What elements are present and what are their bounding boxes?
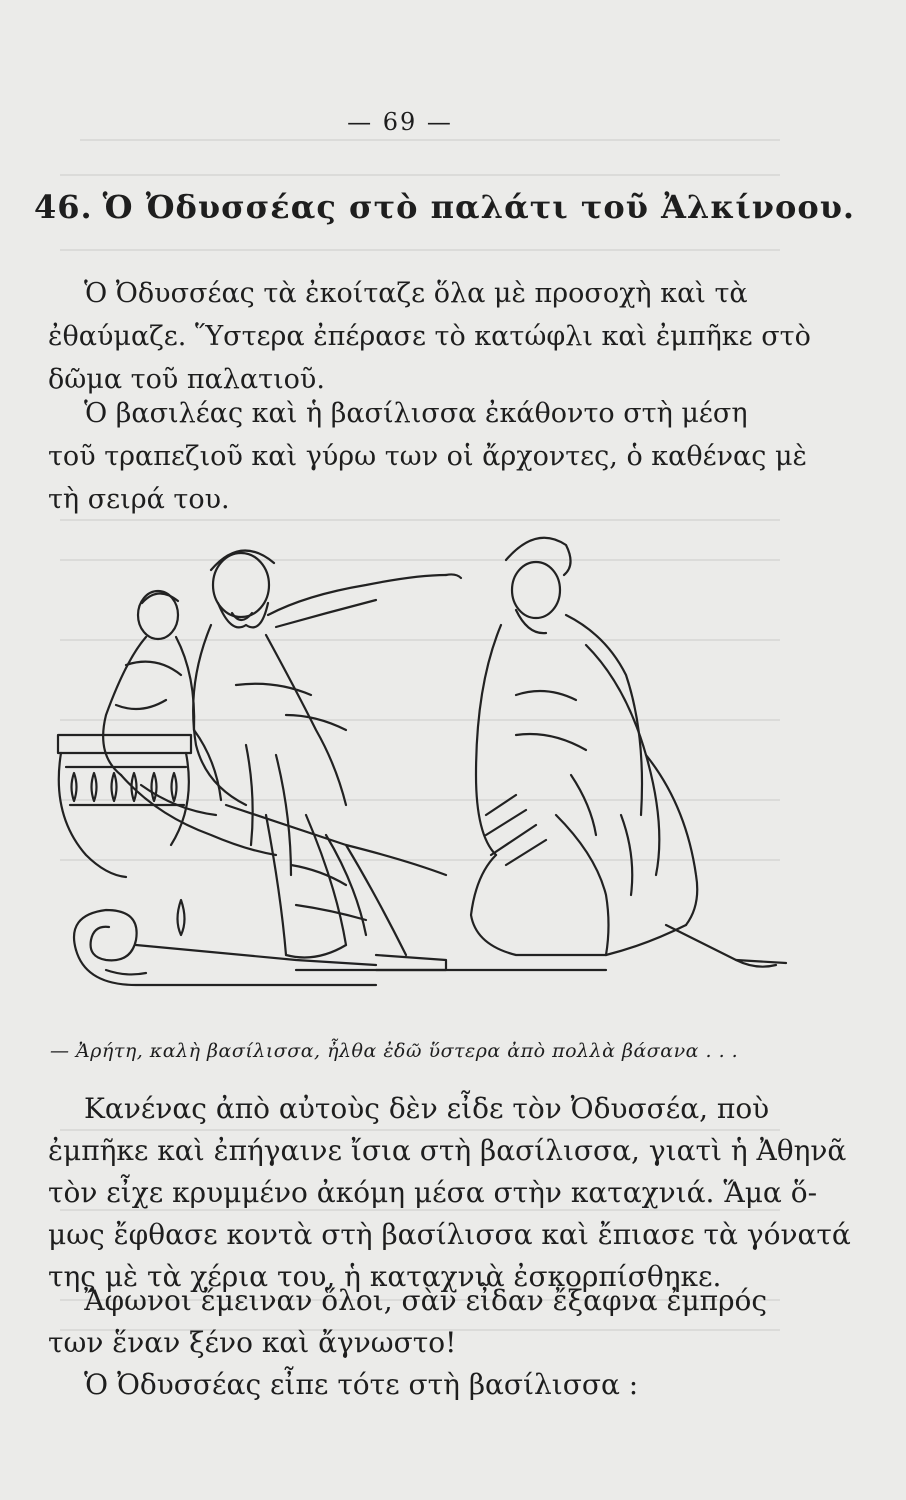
text-line: της μὲ τὰ χέρια του, ἡ καταχνιὰ ἐσκορπίσθηκε. [48,1260,722,1293]
chapter-heading [34,188,856,226]
text-line: Ἄφωνοι ἔμειναν ὅλοι, σὰν εἶδαν ἔξαφνα ἐμπρός [84,1284,768,1317]
illustration-caption: — Ἀρήτη, καλὴ βασίλισσα, ἦλθα ἐδῶ ὕστερα ἀπὸ πολλὰ βάσανα . . . [50,1040,739,1062]
text-line: τὴ σειρά του. [48,484,230,515]
text-line: Ὁ βασιλέας καὶ ἡ βασίλισσα ἐκάθοντο στὴ μέση [84,398,748,429]
paragraph-3 [48,1088,851,1298]
text-line: Κανένας ἀπὸ αὐτοὺς δὲν εἶδε τὸν Ὀδυσσέα, ποὺ [84,1092,770,1125]
chapter-number: 46. [34,188,93,226]
text-line: των ἕναν ξένο καὶ ἄγνωστο! [48,1326,457,1359]
page-number: — 69 — [347,108,453,136]
paragraph-2 [48,392,808,521]
paragraph-5 [48,1364,788,1406]
text-line: Ὁ Ὀδυσσέας εἶπε τότε στὴ βασίλισσα : [84,1368,639,1401]
text-line: ἐμπῆκε καὶ ἐπήγαινε ἴσια στὴ βασίλισσα, γιατὶ ἡ Ἀθηνᾶ [48,1134,847,1167]
text-line: τὸν εἶχε κρυμμένο ἀκόμη μέσα στὴν καταχνιά. Ἅμα ὅ- [48,1176,818,1209]
text-line: ἐθαύμαζε. Ὕστερα ἐπέρασε τὸ κατώφλι καὶ ἐμπῆκε στὸ [48,321,811,352]
text-line: μως ἔφθασε κοντὰ στὴ βασίλισσα καὶ ἔπιασε τὰ γόνατά [48,1218,851,1251]
text-line: τοῦ τραπεζιοῦ καὶ γύρω των οἱ ἄρχοντες, ὁ καθένας μὲ [48,441,808,472]
text-line: δῶμα τοῦ παλατιοῦ. [48,364,325,395]
illustration-odysseus-kneeling [46,515,806,1025]
paragraph-4 [48,1280,788,1364]
text-line: Ὁ Ὀδυσσέας τὰ ἐκοίταζε ὅλα μὲ προσοχὴ καὶ τὰ [84,278,748,309]
paragraph-1 [48,272,811,401]
chapter-title: Ὁ Ὀδυσσέας στὸ παλάτι τοῦ Ἀλκίνοου. [102,188,856,226]
